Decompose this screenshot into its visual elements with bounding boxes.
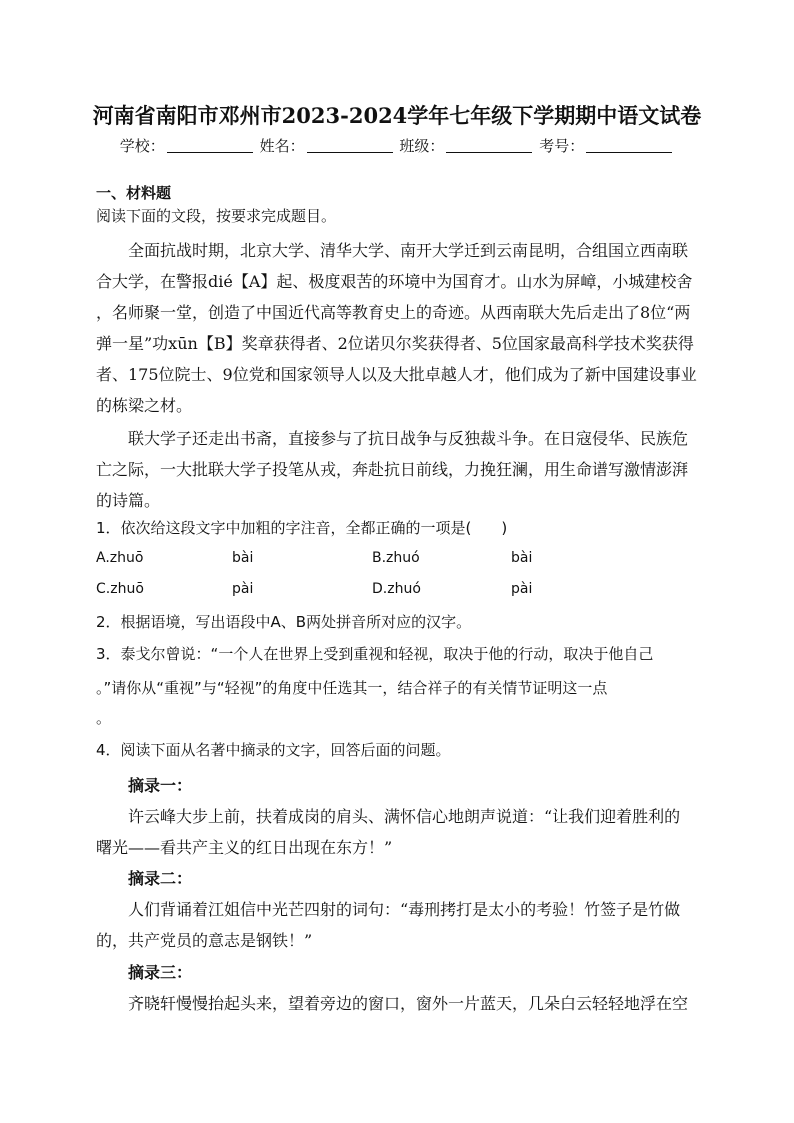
passage1-line: 弹一星”功xūn【B】奖章获得者、2位诺贝尔奖获得者、5位国家最高科学技术奖获得 <box>96 334 694 353</box>
passage1-line: 者、175位院士、9位党和国家领导人以及大批卓越人才，他们成为了新中国建设事业 <box>96 365 697 384</box>
question-3-line: 3．泰戈尔曾说：“一个人在世界上受到重视和轻视，取决于他的行动，取决于他自己 <box>96 645 654 663</box>
passage1-line: 的栋梁之材。 <box>96 396 193 415</box>
option-a-second: bài <box>232 550 254 566</box>
excerpt-3-line: 齐晓轩慢慢抬起头来，望着旁边的窗口，窗外一片蓝天，几朵白云轻轻地浮在空 <box>128 994 689 1013</box>
excerpt-1-line: 曙光——看共产主义的红日出现在东方！” <box>96 838 393 857</box>
option-c-second: pài <box>232 581 254 597</box>
passage1-line: ，名师聚一堂，创造了中国近代高等教育史上的奇迹。从西南联大先后走出了8位“两 <box>96 303 691 322</box>
passage1-line: 全面抗战时期，北京大学、清华大学、南开大学迁到云南昆明，合组国立西南联 <box>128 241 689 260</box>
option-b[interactable] <box>372 550 420 566</box>
exam-no-label: 考号： <box>539 137 585 155</box>
page-title: 河南省南阳市邓州市2023-2024学年七年级下学期期中语文试卷 <box>92 103 702 128</box>
passage2-line: 亡之际，一大批联大学子投笔从戎，奔赴抗日前线，力挽狂澜，用生命谱写激情澎湃 <box>96 460 689 479</box>
option-a-first: A.zhuō <box>96 550 144 566</box>
option-d-first: D.zhuó <box>372 581 421 597</box>
excerpt-2-line: 人们背诵着江姐信中光芒四射的词句：“毒刑拷打是太小的考验！竹签子是竹做 <box>128 900 681 919</box>
question-1: 1．依次给这段文字中加粗的字注音，全都正确的一项是( ) <box>96 519 508 537</box>
question-3-line: 。”请你从“重视”与“轻视”的角度中任选其一，结合祥子的有关情节证明这一点 <box>96 679 608 697</box>
name-blank[interactable] <box>307 138 393 153</box>
option-a[interactable] <box>96 550 143 566</box>
instruction: 阅读下面的文段，按要求完成题目。 <box>96 207 337 225</box>
exam-no-blank[interactable] <box>586 138 672 153</box>
option-d[interactable] <box>372 581 421 597</box>
excerpt-1-label: 摘录一： <box>128 776 193 795</box>
excerpt-1-line: 许云峰大步上前，扶着成岗的肩头、满怀信心地朗声说道：“让我们迎着胜利的 <box>128 807 681 826</box>
option-c[interactable] <box>96 581 144 597</box>
excerpt-2-line: 的，共产党员的意志是钢铁！” <box>96 931 313 950</box>
class-label: 班级： <box>399 137 445 155</box>
excerpt-2-label: 摘录二： <box>128 869 193 888</box>
passage1-line: 合大学，在警报dié【A】起、极度艰苦的环境中为国育才。山水为屏嶂，小城建校舍 <box>96 272 693 291</box>
passage2-line: 的诗篇。 <box>96 491 161 510</box>
question-3-line: 。 <box>96 709 112 727</box>
section-heading: 一、材料题 <box>96 184 172 202</box>
school-label: 学校： <box>119 137 165 155</box>
name-label: 姓名： <box>259 137 305 155</box>
option-b-second: bài <box>511 550 533 566</box>
class-blank[interactable] <box>446 138 532 153</box>
question-2: 2．根据语境，写出语段中A、B两处拼音所对应的汉字。 <box>96 613 472 631</box>
student-info-row <box>0 135 794 156</box>
question-4: 4．阅读下面从名著中摘录的文字，回答后面的问题。 <box>96 741 451 759</box>
excerpt-3-label: 摘录三： <box>128 963 193 982</box>
passage2-line: 联大学子还走出书斋，直接参与了抗日战争与反独裁斗争。在日寇侵华、民族危 <box>128 429 689 448</box>
school-blank[interactable] <box>167 138 253 153</box>
option-c-first: C.zhuō <box>96 581 144 597</box>
option-b-first: B.zhuó <box>372 550 420 566</box>
option-d-second: pài <box>511 581 533 597</box>
